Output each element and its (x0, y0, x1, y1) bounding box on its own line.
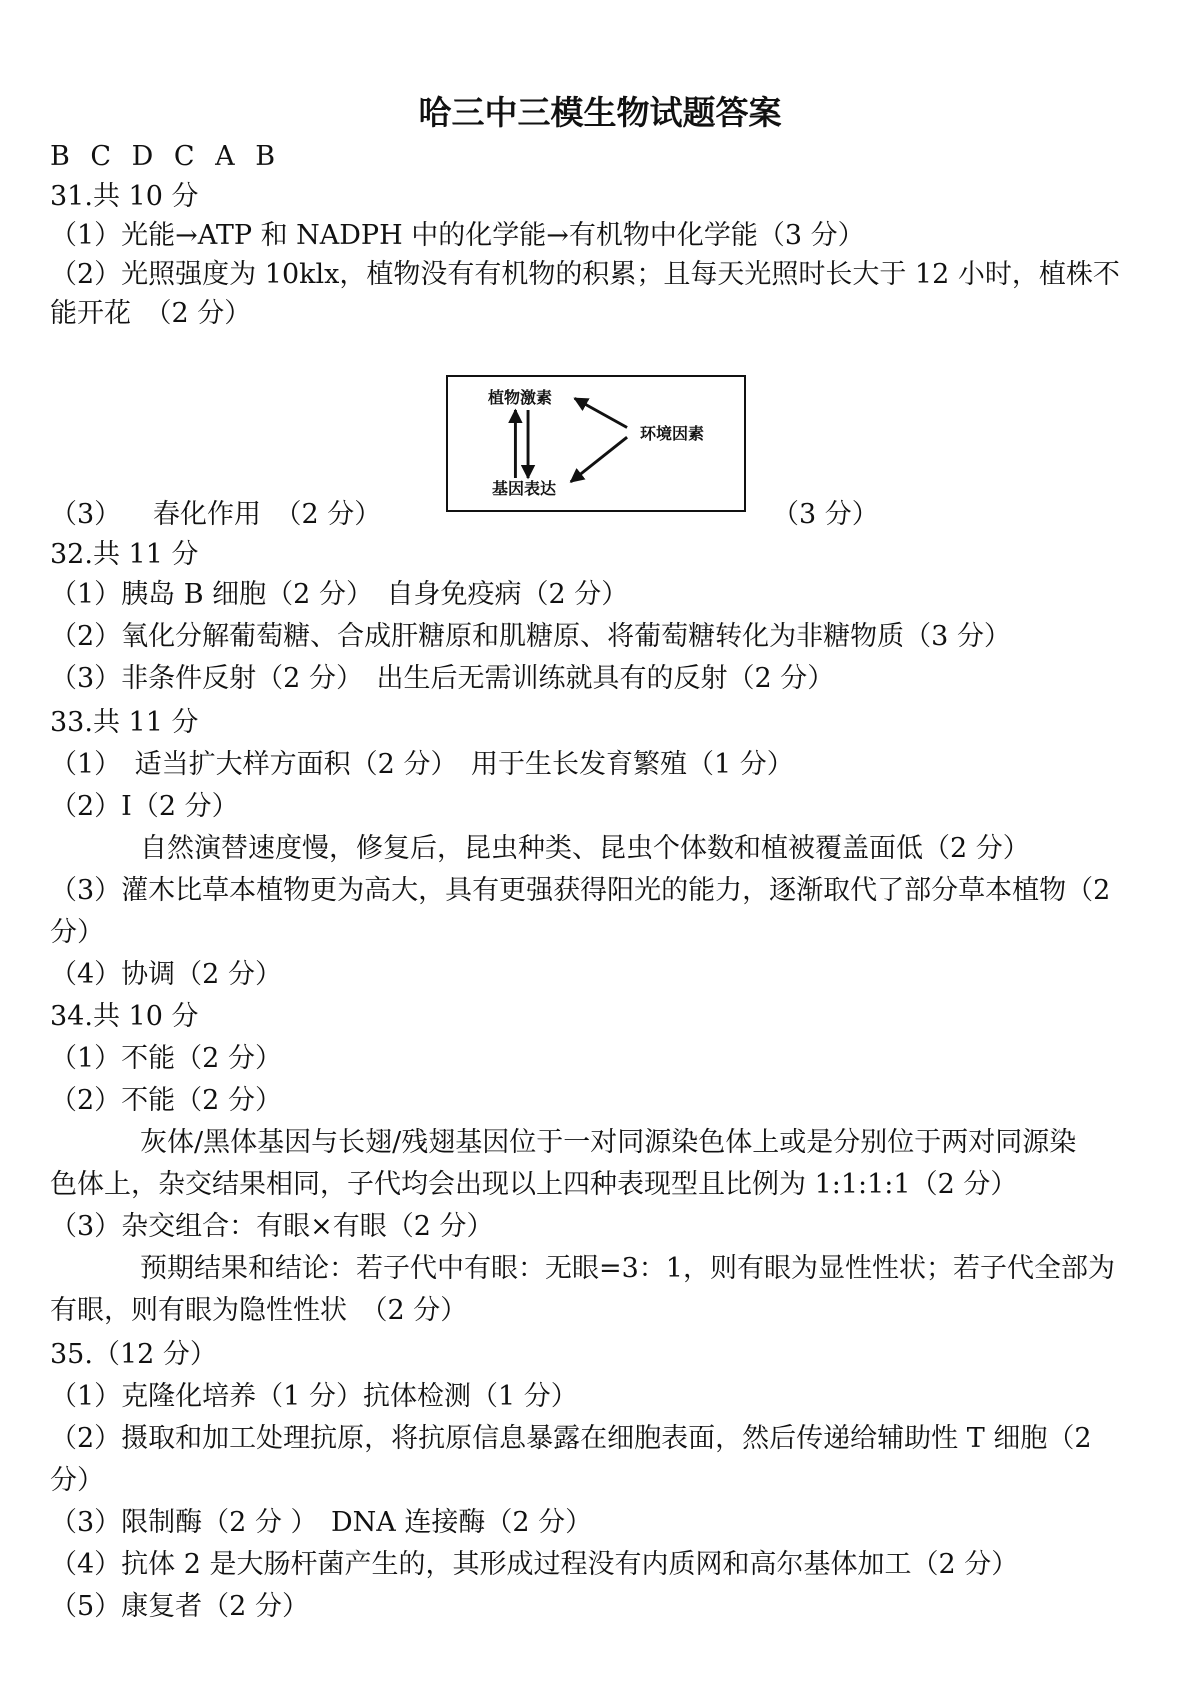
node-environment-factor: 环境因素 (640, 424, 705, 443)
node-plant-hormone: 植物激素 (488, 388, 553, 407)
q35-part2-line1: （2）摄取和加工处理抗原，将抗原信息暴露在细胞表面，然后传递给辅助性 T 细胞（2 (50, 1423, 1092, 1454)
q35-header: 35.（12 分） (50, 1339, 217, 1370)
q32-part3: （3）非条件反射（2 分） 出生后无需训练就具有的反射（2 分） (50, 663, 835, 694)
q33-header: 33.共 11 分 (50, 707, 199, 738)
q33-part3-line2: 分） (50, 917, 104, 948)
q32-part2: （2）氧化分解葡萄糖、合成肝糖原和肌糖原、将葡萄糖转化为非糖物质（3 分） (50, 621, 1011, 652)
q31-part3-score: （3 分） (772, 499, 879, 530)
q31-header: 31.共 10 分 (50, 181, 199, 212)
q31-part3-answer: 春化作用 （2 分） (153, 499, 382, 530)
q35-part5: （5）康复者（2 分） (50, 1591, 309, 1622)
q33-part1: （1） 适当扩大样方面积（2 分） 用于生长发育繁殖（1 分） (50, 749, 794, 780)
q31-part2-line1: （2）光照强度为 10klx，植物没有有机物的积累；且每天光照时长大于 12 小时，植株不 (50, 259, 1120, 290)
q35-part4: （4）抗体 2 是大肠杆菌产生的，其形成过程没有内质网和高尔基体加工（2 分） (50, 1549, 1019, 1580)
q35-part2-line2: 分） (50, 1465, 104, 1496)
arrow-environment-to-hormone (575, 398, 627, 427)
q34-part3-result-line1: 预期结果和结论：若子代中有眼：无眼=3：1，则有眼为显性性状；若子代全部为 (140, 1253, 1115, 1284)
q32-header: 32.共 11 分 (50, 539, 199, 570)
q32-part1: （1）胰岛 B 细胞（2 分） 自身免疫病（2 分） (50, 579, 629, 610)
q33-part4: （4）协调（2 分） (50, 959, 282, 990)
q34-part2-explanation-line2: 色体上，杂交结果相同，子代均会出现以上四种表现型且比例为 1:1:1:1（2 分） (50, 1169, 1018, 1200)
q31-part2-line2: 能开花 （2 分） (50, 298, 252, 329)
q33-part2-explanation: 自然演替速度慢，修复后，昆虫种类、昆虫个体数和植被覆盖面低（2 分） (140, 833, 1030, 864)
regulation-diagram (446, 375, 746, 512)
arrow-environment-to-gene (571, 437, 627, 482)
q33-part3-line1: （3）灌木比草本植物更为高大，具有更强获得阳光的能力，逐渐取代了部分草本植物（2 (50, 875, 1111, 906)
q35-part1: （1）克隆化培养（1 分）抗体检测（1 分） (50, 1381, 578, 1412)
q34-part2-explanation-line1: 灰体/黑体基因与长翅/残翅基因位于一对同源染色体上或是分别位于两对同源染 (140, 1127, 1077, 1158)
q34-header: 34.共 10 分 (50, 1001, 199, 1032)
q31-part3-label: （3） (50, 499, 122, 530)
q34-part2: （2）不能（2 分） (50, 1085, 282, 1116)
q31-part1: （1）光能→ATP 和 NADPH 中的化学能→有机物中化学能（3 分） (50, 220, 865, 251)
q34-part3-result-line2: 有眼，则有眼为隐性性状 （2 分） (50, 1295, 468, 1326)
choice-answers: B C D C A B (50, 141, 282, 172)
q33-part2: （2）Ⅰ（2 分） (50, 791, 239, 822)
q34-part3: （3）杂交组合：有眼×有眼（2 分） (50, 1211, 494, 1242)
node-gene-expression: 基因表达 (492, 479, 557, 498)
q35-part3: （3）限制酶（2 分 ） DNA 连接酶（2 分） (50, 1507, 593, 1538)
page-title: 哈三中三模生物试题答案 (418, 93, 782, 132)
q34-part1: （1）不能（2 分） (50, 1043, 282, 1074)
